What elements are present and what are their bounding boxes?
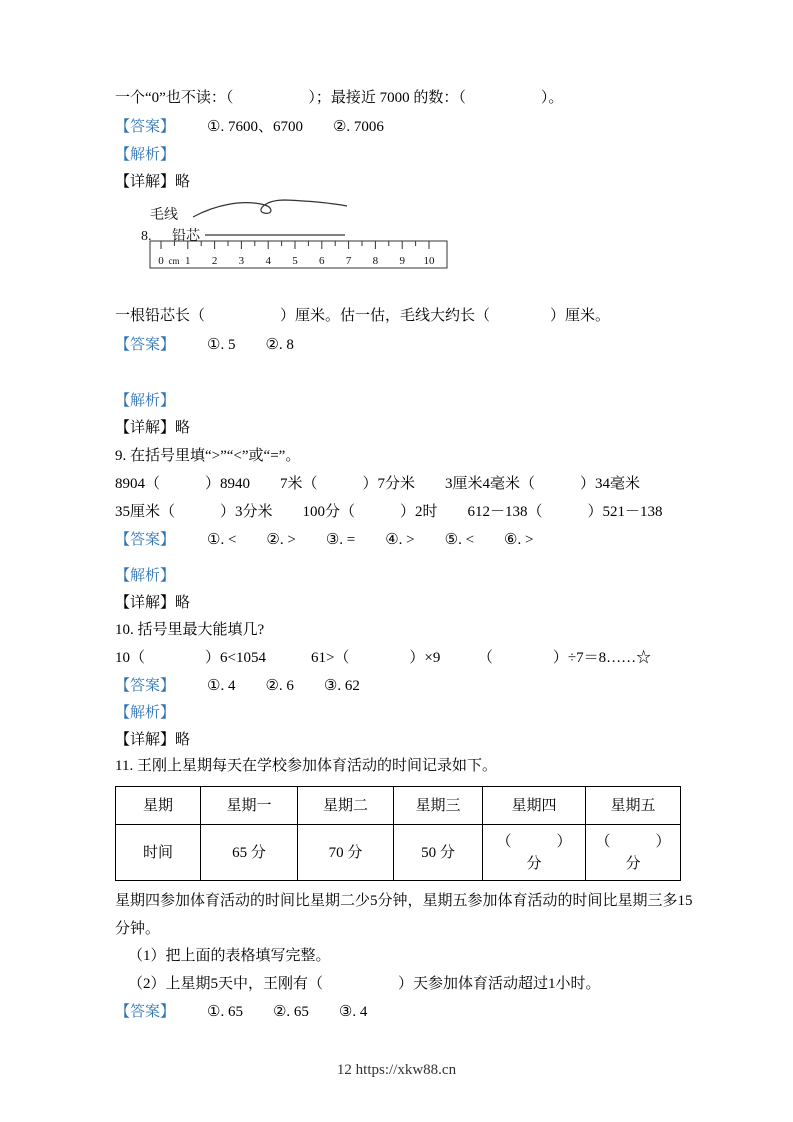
ruler-number: 2 bbox=[211, 255, 218, 267]
time-cell-tue: 70 分 bbox=[298, 825, 394, 881]
q11-sub2: （2）上星期5天中，王刚有（ ）天参加体育活动超过1小时。 bbox=[128, 976, 601, 992]
answer-content: ①. 5 ②. 8 bbox=[207, 337, 294, 353]
q9-answer-line bbox=[115, 530, 533, 550]
q8-answer-line bbox=[115, 335, 294, 355]
ruler-figure bbox=[115, 192, 475, 276]
q11-answer-line bbox=[115, 1002, 367, 1022]
q9-row1: 8904（ ）8940 7米（ ）7分米 3厘米4毫米（ ）34毫米 bbox=[115, 476, 641, 492]
answer-label: 【答案】 bbox=[115, 678, 176, 694]
ruler-number: 6 bbox=[319, 255, 325, 267]
activity-time-table bbox=[115, 786, 681, 881]
q7-detail-line: 【详解】略 bbox=[115, 174, 191, 190]
ruler-number: 10 bbox=[423, 255, 435, 267]
answer-content: ①. 4 ②. 6 ③. 62 bbox=[207, 678, 360, 694]
ruler-number: 9 bbox=[399, 255, 405, 267]
q8-analysis-line bbox=[115, 391, 175, 411]
analysis-label: 【解析】 bbox=[115, 147, 176, 163]
header-cell-week: 星期 bbox=[116, 787, 201, 825]
yarn-curve bbox=[193, 200, 347, 217]
q9-detail-line: 【详解】略 bbox=[115, 595, 191, 611]
ruler-number: 8 bbox=[372, 255, 379, 267]
q11-sub1: （1）把上面的表格填写完整。 bbox=[128, 948, 331, 964]
q10-detail-line: 【详解】略 bbox=[115, 732, 191, 748]
q10-answer-line bbox=[115, 676, 360, 696]
table-header-row bbox=[116, 787, 681, 825]
header-cell-wed: 星期三 bbox=[394, 787, 483, 825]
ruler-number: 1 bbox=[185, 255, 191, 267]
q10-title: 10. 括号里最大能填几? bbox=[115, 622, 265, 638]
lead-label: 铅芯 bbox=[172, 229, 200, 244]
answer-label: 【答案】 bbox=[115, 532, 176, 548]
q7-text: 一个“0”也不读：（ ）；最接近 7000 的数：（ ）。 bbox=[115, 90, 564, 106]
analysis-label: 【解析】 bbox=[115, 568, 176, 584]
analysis-label: 【解析】 bbox=[115, 393, 176, 409]
unit-label: 分 bbox=[526, 855, 542, 872]
q10-row: 10（ ）6<1054 61>（ ）×9 （ ）÷7＝8……☆ bbox=[115, 650, 652, 666]
row-label-cell: 时间 bbox=[116, 825, 201, 881]
time-cell-fri bbox=[586, 825, 681, 881]
q7-answer-line bbox=[115, 117, 384, 137]
table-data-row bbox=[116, 825, 681, 881]
time-cell-mon: 65 分 bbox=[201, 825, 298, 881]
unit-label: 分 bbox=[625, 855, 641, 872]
time-cell-thu bbox=[483, 825, 586, 881]
header-cell-fri: 星期五 bbox=[586, 787, 681, 825]
q10-analysis-line bbox=[115, 703, 175, 723]
q9-analysis-line bbox=[115, 566, 175, 586]
time-cell-wed: 50 分 bbox=[394, 825, 483, 881]
answer-content: ①. < ②. > ③. = ④. > ⑤. < ⑥. > bbox=[207, 532, 534, 548]
q8-number: 8. bbox=[141, 229, 152, 244]
q8-text: 一根铅芯长（ ）厘米。估一估，毛线大约长（ ）厘米。 bbox=[115, 308, 611, 324]
page-footer: 12 https://xkw88.cn bbox=[336, 1062, 457, 1078]
ruler-number: 7 bbox=[345, 255, 352, 267]
blank-parentheses: （ ） bbox=[595, 833, 671, 850]
analysis-label: 【解析】 bbox=[115, 705, 176, 721]
blank-parentheses: （ ） bbox=[496, 833, 572, 850]
ruler-number: 0 bbox=[158, 255, 164, 267]
answer-label: 【答案】 bbox=[115, 1004, 176, 1020]
yarn-label: 毛线 bbox=[150, 208, 178, 223]
answer-content: ①. 7600、6700 ②. 7006 bbox=[207, 119, 384, 135]
header-cell-tue: 星期二 bbox=[298, 787, 394, 825]
q11-note-line1: 星期四参加体育活动的时间比星期二少5分钟，星期五参加体育活动的时间比星期三多15 bbox=[115, 893, 693, 909]
q11-note-line2: 分钟。 bbox=[115, 921, 161, 937]
ruler-number: 5 bbox=[292, 255, 298, 267]
answer-label: 【答案】 bbox=[115, 119, 176, 135]
q9-row2: 35厘米（ ）3分米 100分（ ）2时 612－138（ ）521－138 bbox=[115, 504, 663, 520]
ruler-number: 3 bbox=[238, 255, 245, 267]
answer-content: ①. 65 ②. 65 ③. 4 bbox=[207, 1004, 368, 1020]
answer-label: 【答案】 bbox=[115, 337, 176, 353]
q8-detail-line: 【详解】略 bbox=[115, 420, 191, 436]
header-cell-thu: 星期四 bbox=[483, 787, 586, 825]
ruler-number: 4 bbox=[265, 255, 271, 267]
ruler-unit-label: cm bbox=[168, 256, 180, 266]
header-cell-mon: 星期一 bbox=[201, 787, 298, 825]
q9-title: 9. 在括号里填“>”“<”或“=”。 bbox=[115, 448, 301, 464]
q7-analysis-line bbox=[115, 145, 175, 165]
q11-title: 11. 王刚上星期每天在学校参加体育活动的时间记录如下。 bbox=[115, 758, 497, 774]
